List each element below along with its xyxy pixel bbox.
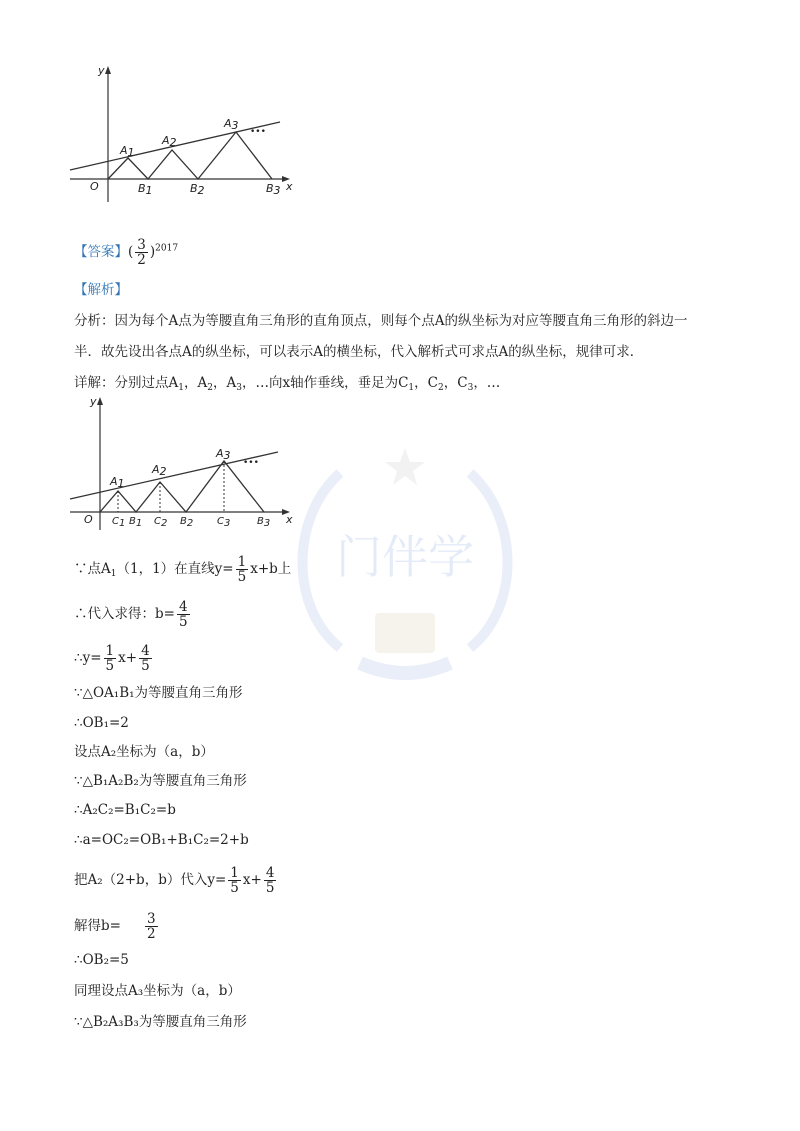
analysis-line-1: 分析：因为每个A点为等腰直角三角形的直角顶点，则每个点A的纵坐标为对应等腰直角三角形的斜边一 [74,313,688,329]
svg-text:B1: B1 [138,182,153,197]
step-8: ∴A₂C₂=B₁C₂=b [74,802,176,818]
step-13: 同理设点A₃坐标为（a，b） [74,983,241,999]
answer-exponent: 2017 [155,243,179,254]
svg-text:C3: C3 [217,516,231,529]
svg-text:C1: C1 [112,516,126,529]
svg-text:O: O [84,513,93,526]
svg-text:•••: ••• [243,458,259,468]
figure-1 [60,62,300,206]
step-14: ∵△B₂A₃B₃为等腰直角三角形 [74,1014,247,1030]
answer-label: 【答案】 [74,244,128,261]
watermark-text: 门伴学 [336,530,474,584]
x-axis-label: x [286,180,293,193]
step-12: ∴OB₂=5 [74,952,129,968]
step-9: ∴a=OC₂=OB₁+B₁C₂=2+b [74,832,249,848]
detail-line: 详解：分别过点$A_1$，$A_2$，$A_3$，…向x轴作垂线，垂足为$C_1$，$C_2$，$C_3$，… [74,375,501,393]
svg-text:B3: B3 [257,516,271,529]
step-6: 设点A₂坐标为（a，b） [74,744,214,760]
svg-text:A2: A2 [162,134,177,149]
svg-text:x: x [286,513,293,526]
figure-2 [60,395,300,539]
dots: ••• [250,127,266,137]
svg-text:B3: B3 [266,182,281,197]
step-10: 把A₂（2+b，b）代入y= $\frac{1}{5}$ x+ $\frac{4}{5}$ [74,865,275,897]
svg-text:A3: A3 [224,117,239,132]
step-4: ∵△OA₁B₁为等腰直角三角形 [74,685,243,701]
step-7: ∵△B₁A₂B₂为等腰直角三角形 [74,773,247,789]
answer-line: 【答案】( $\frac{3}{2}$ )$^{2017}$ [74,237,179,269]
analysis-label: 【解析】 [74,282,128,298]
svg-text:B1: B1 [129,516,143,529]
svg-text:B2: B2 [190,182,205,197]
svg-text:A2: A2 [152,463,167,478]
svg-text:y: y [90,395,97,408]
step-2: ∴代入求得：b= $\frac{4}{5}$ [74,599,188,631]
step-5: ∴OB₁=2 [74,715,129,731]
answer-fraction: $\frac{3}{2}$ [137,237,146,269]
svg-text:A1: A1 [120,144,135,159]
step-1: ∵点$A_1(1$，1）在直线y= $\frac{1}{5}$ x+b上 [74,554,292,586]
watermark [280,438,530,692]
svg-text:C2: C2 [154,516,168,529]
svg-text:A1: A1 [110,475,125,490]
origin-label: O [90,180,99,193]
svg-text:A3: A3 [216,447,231,462]
analysis-line-2: 半．故先设出各点A的纵坐标，可以表示A的横坐标，代入解析式可求点A的纵坐标，规律可求． [74,344,644,360]
step-11: 解得b= $\frac{3}{2}$ [74,911,156,943]
y-axis-label: y [98,64,105,77]
svg-text:B2: B2 [180,516,194,529]
step-3: ∴y= $\frac{1}{5}$ x+ $\frac{4}{5}$ [74,643,150,675]
